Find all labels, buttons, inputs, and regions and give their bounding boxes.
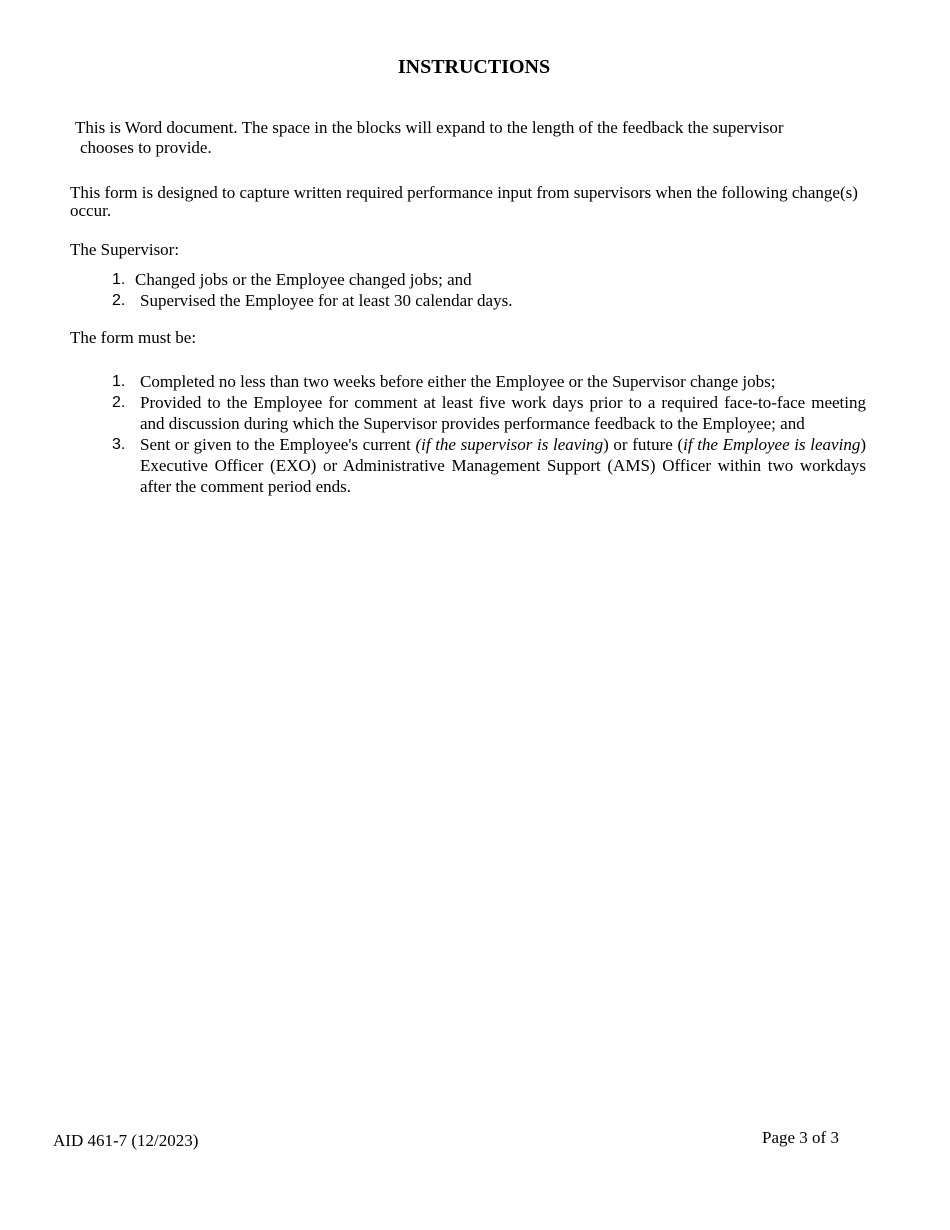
list-item-number: 1. — [112, 271, 126, 288]
form-section-lead: The form must be: — [70, 328, 197, 347]
list-item-text — [112, 434, 866, 497]
list-item-number: 2. — [112, 394, 126, 411]
intro-note — [75, 118, 875, 158]
form-requirements-list — [112, 371, 866, 497]
supervisor-section-lead: The Supervisor: — [70, 240, 180, 259]
list-item-number: 3. — [112, 436, 126, 453]
list-item-text: Changed jobs or the Employee changed jobs; and — [135, 270, 472, 289]
list-item-text-part: Sent or given to the Employee's current — [140, 435, 416, 454]
list-item — [112, 269, 872, 290]
form-id: AID 461-7 (12/2023) — [53, 1131, 199, 1150]
list-item-text-part: ) Executive Officer (EXO) or Administrative Management Support (AMS) Officer within two workdays after the comment period ends. — [140, 435, 866, 496]
page-title: INSTRUCTIONS — [397, 56, 551, 78]
supervisor-conditions-list — [112, 269, 872, 311]
list-item-text: Provided to the Employee for comment at least five work days prior to a required face-to-face meeting and discussion during which the Supervisor provides performance feedback to the Employee; and — [140, 393, 866, 433]
list-item-number: 2. — [112, 292, 126, 309]
list-item-text-part: ) or future ( — [603, 435, 684, 454]
list-item-number: 1. — [112, 373, 126, 390]
list-item-text: Completed no less than two weeks before either the Employee or the Supervisor change jobs; — [140, 372, 776, 391]
list-item — [112, 290, 872, 311]
intro-note-line-1: This is Word document. The space in the blocks will expand to the length of the feedback the supervisor — [75, 118, 784, 137]
intro-note-line-2: chooses to provide. — [80, 138, 212, 157]
page-number: Page 3 of 3 — [762, 1128, 839, 1147]
list-item — [112, 371, 866, 392]
list-item-italic-text: if the Employee is leaving — [683, 435, 861, 454]
purpose-paragraph: This form is designed to capture written required performance input from supervisors when the following change(s) occur. — [70, 183, 858, 220]
list-item — [112, 392, 866, 434]
list-item — [112, 434, 866, 497]
list-item-text: Supervised the Employee for at least 30 calendar days. — [140, 291, 513, 310]
list-item-italic-text: (if the supervisor is leaving — [415, 435, 604, 454]
